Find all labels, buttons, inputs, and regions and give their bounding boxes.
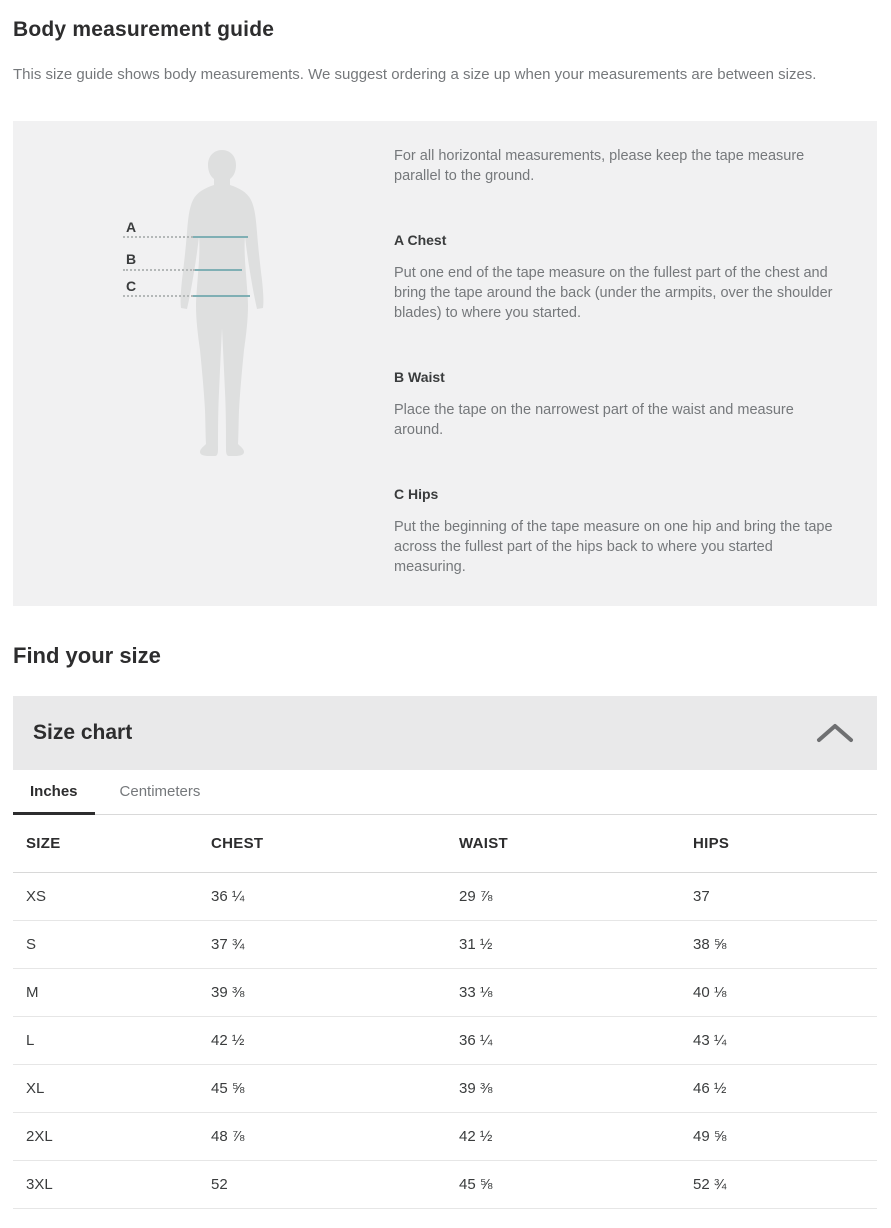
measurement-cell: 52 ¾ [680, 1160, 877, 1208]
guide-section-heading: B Waist [394, 369, 445, 385]
measurement-cell: 45 ⅝ [198, 1064, 446, 1112]
measurement-cell: 37 [680, 872, 877, 920]
guide-section [394, 232, 835, 323]
size-table-header-row [13, 815, 877, 872]
measurement-cell: 42 ½ [198, 1016, 446, 1064]
size-cell: L [13, 1016, 198, 1064]
column-header-chest: CHEST [198, 815, 446, 872]
measure-leader-line-b [123, 269, 195, 271]
guide-section-heading: A Chest [394, 232, 447, 248]
measurement-cell: 48 ⅞ [198, 1112, 446, 1160]
column-header-waist: WAIST [446, 815, 680, 872]
tab-inches[interactable]: Inches [13, 770, 95, 815]
guide-sections [394, 232, 835, 577]
figure-label-a: A [126, 219, 137, 235]
measurement-cell: 37 ¾ [198, 920, 446, 968]
find-your-size-heading: Find your size [13, 643, 161, 668]
size-cell: 2XL [13, 1112, 198, 1160]
table-row [13, 1064, 877, 1112]
measurement-cell: 31 ½ [446, 920, 680, 968]
guide-section-heading: C Hips [394, 486, 439, 502]
guide-section [394, 486, 835, 577]
measurement-cell: 36 ¼ [198, 872, 446, 920]
figure-label-b: B [126, 251, 137, 267]
page-title: Body measurement guide [13, 18, 275, 41]
measure-line-chest [193, 236, 248, 238]
guide-section-body: Put the beginning of the tape measure on one hip and bring the tape across the fullest part of the hips back to where you started measuring. [394, 519, 833, 575]
table-row [13, 968, 877, 1016]
measurement-cell: 29 ⅞ [446, 872, 680, 920]
guide-section [394, 369, 835, 440]
measurement-cell: 36 ¼ [446, 1016, 680, 1064]
measure-leader-line-a [123, 236, 193, 238]
measure-line-waist [195, 269, 242, 271]
table-row [13, 920, 877, 968]
figure-label-c: C [126, 278, 137, 294]
size-chart-title: Size chart [33, 721, 133, 744]
size-cell: 3XL [13, 1160, 198, 1208]
measurement-guide-panel [13, 121, 877, 606]
measurement-cell: 43 ¼ [680, 1016, 877, 1064]
body-silhouette-image [167, 148, 277, 458]
size-cell: M [13, 968, 198, 1016]
measurement-cell: 38 ⅝ [680, 920, 877, 968]
unit-tabs [13, 770, 877, 815]
size-chart-accordion-header[interactable] [13, 696, 877, 770]
size-cell: XS [13, 872, 198, 920]
size-cell: S [13, 920, 198, 968]
body-figure-area [13, 121, 381, 606]
measurement-instructions [381, 121, 877, 606]
measurement-intro: For all horizontal measurements, please keep the tape measure parallel to the ground. [394, 148, 805, 184]
measurement-cell: 33 ⅛ [446, 968, 680, 1016]
table-row [13, 872, 877, 920]
guide-section-body: Place the tape on the narrowest part of the waist and measure around. [394, 402, 794, 438]
size-cell: XL [13, 1064, 198, 1112]
measurement-cell: 46 ½ [680, 1064, 877, 1112]
guide-section-body: Put one end of the tape measure on the fullest part of the chest and bring the tape around the back (under the armpits, over the shoulder blades) to where you started. [394, 265, 833, 321]
table-row [13, 1112, 877, 1160]
page-subtitle: This size guide shows body measurements. We suggest ordering a size up when your measurements are between sizes. [13, 66, 817, 83]
size-guide-page [0, 18, 891, 1209]
column-header-size: SIZE [13, 815, 198, 872]
column-header-hips: HIPS [680, 815, 877, 872]
measurement-cell: 49 ⅝ [680, 1112, 877, 1160]
measurement-cell: 42 ½ [446, 1112, 680, 1160]
measurement-cell: 39 ⅜ [446, 1064, 680, 1112]
size-table-body [13, 872, 877, 1208]
measurement-cell: 45 ⅝ [446, 1160, 680, 1208]
measurement-cell: 52 [198, 1160, 446, 1208]
measure-leader-line-c [123, 295, 193, 297]
measurement-cell: 39 ⅜ [198, 968, 446, 1016]
size-table [13, 815, 877, 1209]
measurement-cell: 40 ⅛ [680, 968, 877, 1016]
tab-centimeters[interactable]: Centimeters [103, 770, 218, 815]
table-row [13, 1016, 877, 1064]
chevron-up-icon[interactable] [815, 722, 855, 744]
measure-line-hips [193, 295, 250, 297]
table-row [13, 1160, 877, 1208]
